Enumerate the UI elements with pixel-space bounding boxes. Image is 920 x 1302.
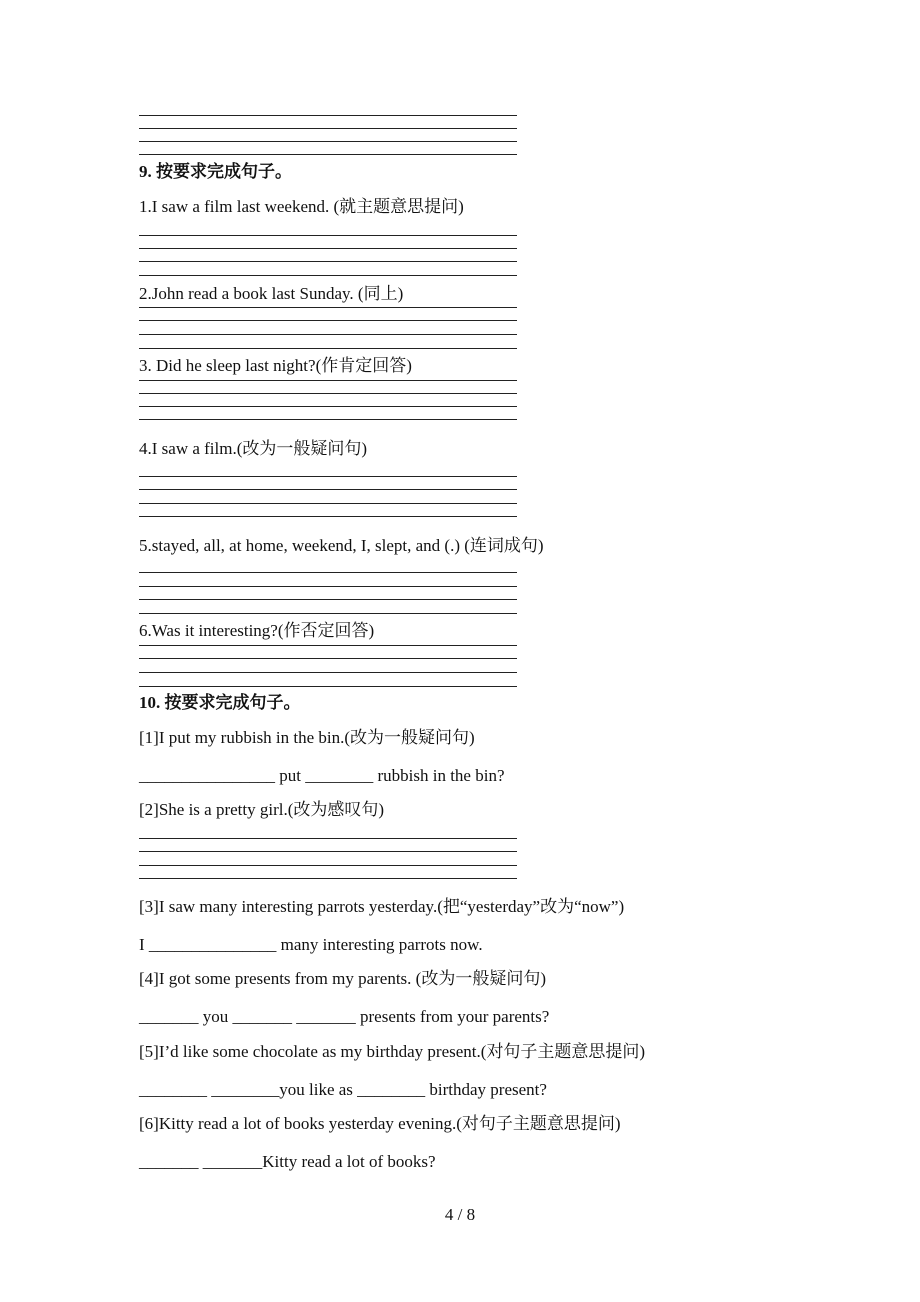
section-10-heading: 10. 按要求完成句子。 [139, 693, 301, 712]
answer-10-4: _______ you _______ _______ presents from your parents? [139, 1007, 550, 1026]
answer-10-6: _______ _______Kitty read a lot of books? [139, 1152, 436, 1171]
answer-line [139, 645, 517, 646]
answer-line [139, 489, 517, 490]
answer-line [139, 599, 517, 600]
answer-line [139, 686, 517, 687]
answer-line [139, 334, 517, 335]
answer-line [139, 348, 517, 349]
answer-line [139, 141, 517, 142]
answer-line [139, 275, 517, 276]
question-10-3: [3]I saw many interesting parrots yesterday.(把“yesterday”改为“now”) [139, 897, 625, 916]
section-9-heading: 9. 按要求完成句子。 [139, 162, 292, 181]
answer-line [139, 380, 517, 381]
answer-line [139, 248, 517, 249]
question-10-2: [2]She is a pretty girl.(改为感叹句) [139, 800, 385, 819]
answer-line [139, 878, 517, 879]
page-number: 4 / 8 [444, 1205, 476, 1224]
question-9-4: 4.I saw a film.(改为一般疑问句) [139, 439, 368, 458]
question-9-5: 5.stayed, all, at home, weekend, I, slept, and (.) (连词成句) [139, 536, 544, 555]
answer-line [139, 320, 517, 321]
answer-line [139, 154, 517, 155]
answer-line [139, 261, 517, 262]
question-9-3: 3. Did he sleep last night?(作肯定回答) [139, 356, 412, 375]
answer-line [139, 838, 517, 839]
question-9-6: 6.Was it interesting?(作否定回答) [139, 621, 375, 640]
answer-line [139, 406, 517, 407]
answer-line [139, 672, 517, 673]
answer-line [139, 586, 517, 587]
answer-line [139, 307, 517, 308]
answer-line [139, 516, 517, 517]
question-10-6: [6]Kitty read a lot of books yesterday evening.(对句子主题意思提问) [139, 1114, 621, 1133]
answer-10-1: ________________ put ________ rubbish in the bin? [139, 766, 505, 785]
answer-line [139, 419, 517, 420]
answer-line [139, 128, 517, 129]
answer-10-5: ________ ________you like as ________ birthday present? [139, 1080, 547, 1099]
answer-10-3: I _______________ many interesting parrots now. [139, 935, 483, 954]
answer-line [139, 115, 517, 116]
answer-line [139, 476, 517, 477]
answer-line [139, 851, 517, 852]
answer-line [139, 503, 517, 504]
question-10-4: [4]I got some presents from my parents. (改为一般疑问句) [139, 969, 546, 988]
question-9-2: 2.John read a book last Sunday. (同上) [139, 284, 404, 303]
question-9-1: 1.I saw a film last weekend. (就主题意思提问) [139, 197, 464, 216]
answer-line [139, 658, 517, 659]
answer-line [139, 572, 517, 573]
question-10-1: [1]I put my rubbish in the bin.(改为一般疑问句) [139, 728, 475, 747]
answer-line [139, 393, 517, 394]
question-10-5: [5]I’d like some chocolate as my birthday present.(对句子主题意思提问) [139, 1042, 646, 1061]
answer-line [139, 865, 517, 866]
answer-line [139, 613, 517, 614]
answer-line [139, 235, 517, 236]
